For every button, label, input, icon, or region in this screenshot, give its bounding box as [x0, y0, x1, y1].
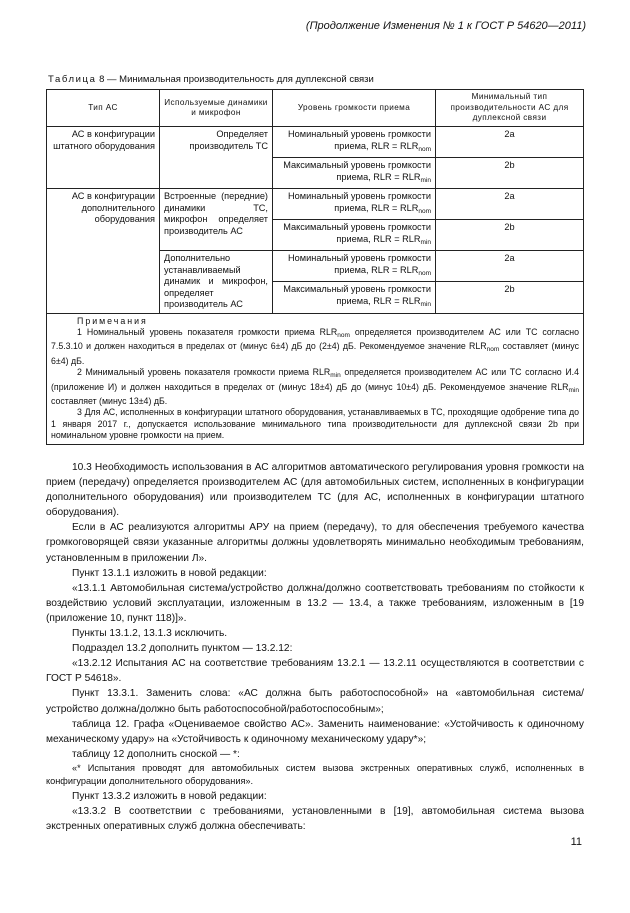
cell-devices-extra: Дополнительно устанавливаемый динамик и микрофон, определяет производитель АС — [160, 251, 273, 314]
table-8 — [46, 89, 584, 445]
paragraph: «13.3.2 В соответствии с требованиями, установленными в [19], автомобильная система вызова экстренных оперативных служб должна обеспечивать: — [46, 805, 584, 833]
paragraph: Пункты 13.1.2, 13.1.3 исключить. — [72, 628, 228, 640]
paragraph: таблицу 12 дополнить сноской — *: — [72, 748, 240, 760]
header-type: Тип АС — [47, 90, 160, 127]
paragraph: «13.1.1 Автомобильная система/устройство должна/должно соответствовать требованиям по стойкости к воздействию условий эксплуатации, изложенным в 13.2 — 13.4, а также требованиям, изложенным в [19 (приложение 10, пункт 118)]». — [46, 582, 584, 624]
table-notes-row — [47, 313, 584, 444]
table-caption-text: 8 — Минимальная производительность для дуплексной связи — [96, 74, 374, 85]
table-header-row — [47, 90, 584, 127]
paragraph: Пункт 13.3.2 изложить в новой редакции: — [72, 790, 267, 802]
cell-type-additional: АС в конфигурации дополнительного оборудования — [47, 189, 160, 314]
cell-value: 2b — [436, 220, 584, 251]
notes-title: Примечания — [77, 315, 148, 326]
cell-value: 2b — [436, 282, 584, 313]
footnote-paragraph: «* Испытания проводят для автомобильных систем вызова экстренных оперативных служб, исполненных в конфигурации дополнительного оборудования». — [46, 762, 584, 787]
level-text: Номинальный уровень громкости приема, RLR = RLR — [288, 129, 431, 151]
cell-value: 2a — [436, 127, 584, 158]
body-text — [46, 460, 584, 834]
paragraph: Если в АС реализуются алгоритмы АРУ на прием (передачу), то для обеспечения требуемого качества громкоговорящей связи указанные алгоритмы должны удовлетворять минимально необходимым требованиям, установленным в приложении Л». — [46, 522, 584, 564]
cell-level — [273, 189, 436, 220]
level-text: Максимальный уровень громкости приема, RLR = RLR — [283, 284, 431, 306]
cell-devices-standard: Определяет производитель ТС — [160, 127, 273, 189]
cell-value: 2a — [436, 251, 584, 282]
page-number: 11 — [570, 836, 582, 848]
level-sub: nom — [418, 269, 431, 277]
header-devices: Используемые динамики и микрофон — [160, 90, 273, 127]
level-sub: min — [420, 238, 431, 246]
cell-devices-builtin: Встроенные (передние) динамики ТС, микрофон определяет производитель АС — [160, 189, 273, 251]
paragraph: Подраздел 13.2 дополнить пунктом — 13.2.12: — [72, 643, 293, 655]
header-level: Уровень громкости приема — [273, 90, 436, 127]
cell-level — [273, 282, 436, 313]
cell-level — [273, 127, 436, 158]
paragraph: Пункт 13.1.1 изложить в новой редакции: — [72, 567, 267, 579]
table-caption-label: Таблица — [48, 74, 97, 85]
level-sub: min — [420, 300, 431, 308]
note-2: 2 Минимальный уровень показателя громкости приема $RLR_{min}$ определяется производителем АС или ТС согласно И.4 (приложение И) и должен находиться в пределах от (минус 18±4) дБ до (минус 10±4) дБ. Рекомендуемое значение $RLR_{min}$ составляет (минус 13±4) дБ. — [51, 367, 579, 406]
level-sub: min — [420, 176, 431, 184]
paragraph: таблица 12. Графа «Оцениваемое свойство АС». Заменить наименование: «Устойчивость к одиночному механическому удару» на «Устойчивость к одиночному механическому удару*»; — [46, 718, 584, 745]
level-text: Максимальный уровень громкости приема, RLR = RLR — [283, 160, 431, 182]
paragraph: Пункт 13.3.1. Заменить слова: «АС должна быть работоспособной» на «автомобильная система/устройство должна/должно быть работоспособной/работоспособным»; — [46, 688, 584, 715]
note-3: 3 Для АС, исполненных в конфигурации штатного оборудования, устанавливаемых в ТС, проходящие одобрение типа до 1 января 2017 г., допускается использование минимального типа производительности для дуплексной связи 2b при номинальном уровне громкости на прием. — [51, 407, 579, 441]
level-sub: nom — [418, 207, 431, 215]
header-min-type: Минимальный тип производительности АС для дуплексной связи — [436, 90, 584, 127]
level-text: Номинальный уровень громкости приема, RLR = RLR — [288, 253, 431, 275]
cell-level — [273, 220, 436, 251]
level-text: Максимальный уровень громкости приема, RLR = RLR — [283, 222, 431, 244]
running-header: (Продолжение Изменения № 1 к ГОСТ Р 54620—2011) — [305, 20, 586, 32]
level-sub: nom — [418, 145, 431, 153]
cell-value: 2a — [436, 189, 584, 220]
cell-type-standard: АС в конфигурации штатного оборудования — [47, 127, 160, 189]
note-1: 1 Номинальный уровень показателя громкости приема $RLR_{nom}$ определяется производителем АС или ТС согласно 7.5.3.10 и должен находиться в пределах от (минус 6±4) дБ до (2±4) дБ. Рекомендуемое значение $RLR_{nom}$ составляет (минус 6±4) дБ. — [51, 326, 579, 366]
table-row — [47, 127, 584, 158]
table-caption — [48, 74, 374, 85]
paragraph: 10.3 Необходимость использования в АС алгоритмов автоматического регулирования уровня громкости на прием (передачу) определяется производителем АС (для автомобильных систем, исполненных в конфигурации дополнительного оборудования) или производителем ТС (для АС, исполненных в конфигурации штатного оборудования). — [46, 462, 584, 519]
table-notes — [47, 313, 584, 444]
cell-level — [273, 158, 436, 189]
level-text: Номинальный уровень громкости приема, RLR = RLR — [288, 191, 431, 213]
paragraph: «13.2.12 Испытания АС на соответствие требованиям 13.2.1 — 13.2.11 осуществляются в соответствии с ГОСТ Р 54618». — [46, 658, 584, 685]
cell-value: 2b — [436, 158, 584, 189]
cell-level — [273, 251, 436, 282]
table-row — [47, 189, 584, 220]
